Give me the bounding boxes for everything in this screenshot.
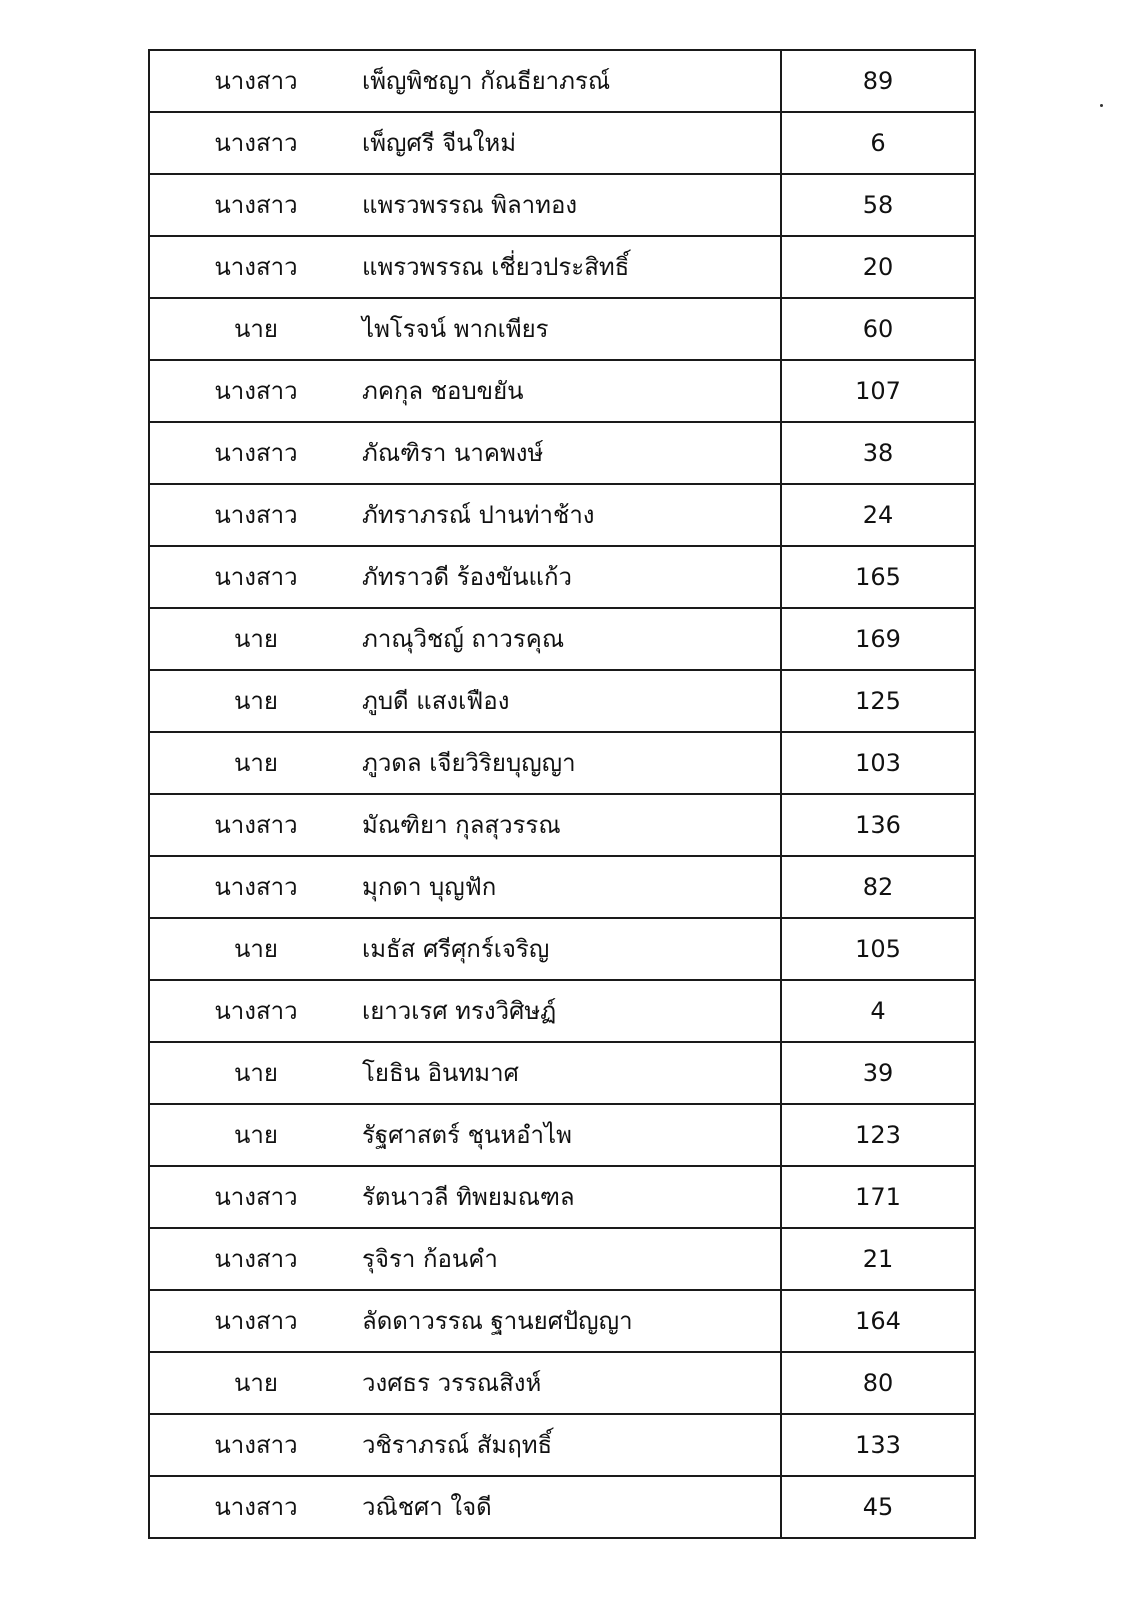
number-cell: 21 <box>781 1228 975 1290</box>
table-row <box>149 670 975 732</box>
name-cell: โยธิน อินทมาศ <box>362 1042 781 1104</box>
number-cell: 107 <box>781 360 975 422</box>
table-row <box>149 546 975 608</box>
title-cell: นาย <box>149 1042 362 1104</box>
number-cell: 60 <box>781 298 975 360</box>
title-cell: นาย <box>149 1352 362 1414</box>
number-cell: 24 <box>781 484 975 546</box>
name-cell: ไพโรจน์ พากเพียร <box>362 298 781 360</box>
number-cell: 123 <box>781 1104 975 1166</box>
number-cell: 80 <box>781 1352 975 1414</box>
table-row <box>149 980 975 1042</box>
name-cell: ลัดดาวรรณ ฐานยศปัญญา <box>362 1290 781 1352</box>
title-cell: นางสาว <box>149 1476 362 1538</box>
title-cell: นาย <box>149 608 362 670</box>
title-cell: นางสาว <box>149 1166 362 1228</box>
title-cell: นางสาว <box>149 236 362 298</box>
title-cell: นางสาว <box>149 980 362 1042</box>
table-row <box>149 422 975 484</box>
table-row <box>149 360 975 422</box>
title-cell: นางสาว <box>149 794 362 856</box>
title-cell: นาย <box>149 670 362 732</box>
name-cell: รัตนาวลี ทิพยมณฑล <box>362 1166 781 1228</box>
name-cell: ภัทราภรณ์ ปานท่าช้าง <box>362 484 781 546</box>
title-cell: นาย <box>149 918 362 980</box>
number-cell: 164 <box>781 1290 975 1352</box>
name-cell: มุกดา บุญฟัก <box>362 856 781 918</box>
number-cell: 89 <box>781 50 975 112</box>
table-row <box>149 236 975 298</box>
name-cell: ภูวดล เจียวิริยบุญญา <box>362 732 781 794</box>
title-cell: นางสาว <box>149 1290 362 1352</box>
name-cell: วณิชศา ใจดี <box>362 1476 781 1538</box>
title-cell: นางสาว <box>149 174 362 236</box>
number-cell: 136 <box>781 794 975 856</box>
title-cell: นางสาว <box>149 360 362 422</box>
roster-table <box>148 49 976 1539</box>
name-cell: รัฐศาสตร์ ชุนหอำไพ <box>362 1104 781 1166</box>
scan-dot <box>1100 104 1103 107</box>
name-cell: ภัณฑิรา นาคพงษ์ <box>362 422 781 484</box>
number-cell: 6 <box>781 112 975 174</box>
name-cell: เยาวเรศ ทรงวิศิษฏ์ <box>362 980 781 1042</box>
title-cell: นาย <box>149 1104 362 1166</box>
number-cell: 20 <box>781 236 975 298</box>
number-cell: 165 <box>781 546 975 608</box>
table-row <box>149 1476 975 1538</box>
name-cell: เมธัส ศรีศุกร์เจริญ <box>362 918 781 980</box>
name-cell: ภาณุวิชญ์ ถาวรคุณ <box>362 608 781 670</box>
title-cell: นางสาว <box>149 1414 362 1476</box>
number-cell: 39 <box>781 1042 975 1104</box>
table-row <box>149 298 975 360</box>
table-row <box>149 856 975 918</box>
table-row <box>149 1290 975 1352</box>
number-cell: 82 <box>781 856 975 918</box>
title-cell: นางสาว <box>149 1228 362 1290</box>
number-cell: 45 <box>781 1476 975 1538</box>
number-cell: 105 <box>781 918 975 980</box>
number-cell: 125 <box>781 670 975 732</box>
number-cell: 38 <box>781 422 975 484</box>
table-row <box>149 174 975 236</box>
name-cell: เพ็ญศรี จีนใหม่ <box>362 112 781 174</box>
table-row <box>149 794 975 856</box>
number-cell: 58 <box>781 174 975 236</box>
name-cell: รุจิรา ก้อนคำ <box>362 1228 781 1290</box>
number-cell: 103 <box>781 732 975 794</box>
title-cell: นาย <box>149 298 362 360</box>
table-row <box>149 50 975 112</box>
number-cell: 171 <box>781 1166 975 1228</box>
title-cell: นางสาว <box>149 112 362 174</box>
table-row <box>149 112 975 174</box>
title-cell: นางสาว <box>149 856 362 918</box>
name-cell: วงศธร วรรณสิงห์ <box>362 1352 781 1414</box>
name-cell: ภคกุล ชอบขยัน <box>362 360 781 422</box>
table-row <box>149 1228 975 1290</box>
name-cell: ภูบดี แสงเฟือง <box>362 670 781 732</box>
table-row <box>149 1104 975 1166</box>
title-cell: นางสาว <box>149 422 362 484</box>
name-cell: ภัทราวดี ร้องขันแก้ว <box>362 546 781 608</box>
number-cell: 4 <box>781 980 975 1042</box>
title-cell: นางสาว <box>149 484 362 546</box>
table-row <box>149 1352 975 1414</box>
table-row <box>149 732 975 794</box>
table-row <box>149 1166 975 1228</box>
name-cell: แพรวพรรณ เชี่ยวประสิทธิ์ <box>362 236 781 298</box>
name-cell: มัณฑิยา กุลสุวรรณ <box>362 794 781 856</box>
title-cell: นางสาว <box>149 50 362 112</box>
number-cell: 133 <box>781 1414 975 1476</box>
table-row <box>149 1042 975 1104</box>
title-cell: นางสาว <box>149 546 362 608</box>
title-cell: นาย <box>149 732 362 794</box>
table-row <box>149 918 975 980</box>
name-cell: แพรวพรรณ พิลาทอง <box>362 174 781 236</box>
table-row <box>149 484 975 546</box>
name-cell: วชิราภรณ์ สัมฤทธิ์ <box>362 1414 781 1476</box>
table-row <box>149 1414 975 1476</box>
number-cell: 169 <box>781 608 975 670</box>
table-row <box>149 608 975 670</box>
name-cell: เพ็ญพิชญา กัณธียาภรณ์ <box>362 50 781 112</box>
